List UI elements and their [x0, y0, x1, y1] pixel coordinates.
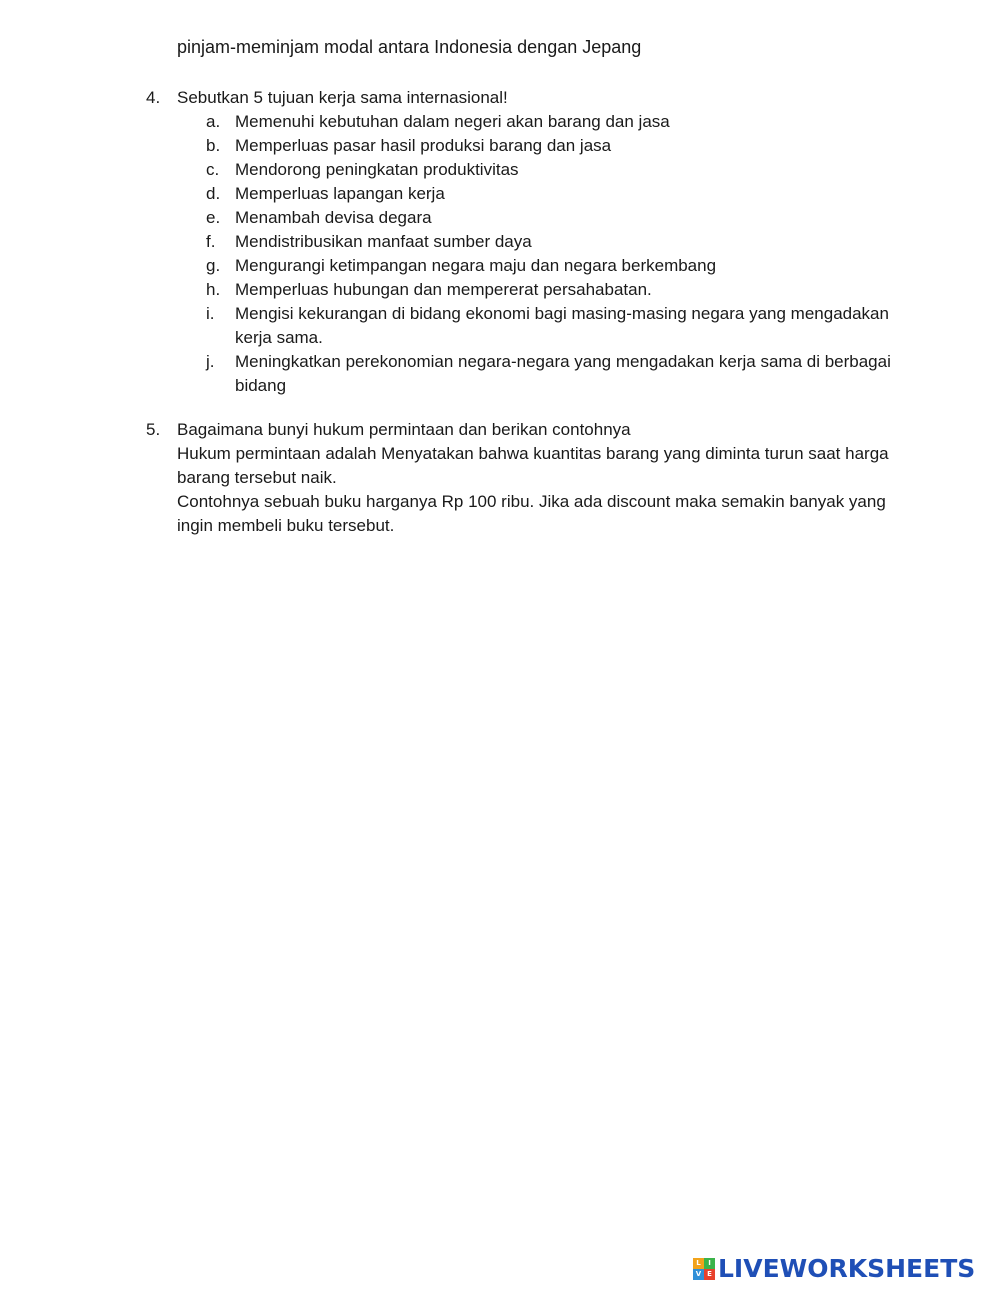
list-item: [146, 158, 906, 182]
list-item-letter: a.: [206, 112, 221, 131]
list-item: [146, 110, 906, 134]
list-item: [146, 230, 906, 254]
logo-icon-tile: I: [704, 1258, 715, 1269]
list-item-letter: f.: [206, 232, 216, 251]
list-item-letter: j.: [206, 352, 215, 371]
question-5: [146, 418, 906, 538]
list-item: [146, 182, 906, 206]
list-item-letter: c.: [206, 160, 220, 179]
logo-icon-tile: L: [693, 1258, 704, 1269]
list-item-text: Memenuhi kebutuhan dalam negeri akan barang dan jasa: [235, 112, 670, 131]
list-item-text: Menambah devisa degara: [235, 208, 432, 227]
list-item: [146, 302, 906, 350]
list-item: [146, 134, 906, 158]
answer-example: Contohnya sebuah buku harganya Rp 100 ribu. Jika ada discount maka semakin banyak yang ingin membeli buku tersebut.: [177, 492, 886, 535]
liveworksheets-logo-icon: [693, 1258, 715, 1280]
list-item-text: Memperluas lapangan kerja: [235, 184, 445, 203]
question-5-prompt: [146, 418, 906, 442]
list-item-text: Mengisi kekurangan di bidang ekonomi bagi masing-masing negara yang mengadakan kerja sama.: [235, 304, 889, 347]
list-item: [146, 278, 906, 302]
question-number: 4.: [146, 88, 161, 107]
question-text: Bagaimana bunyi hukum permintaan dan berikan contohnya: [177, 420, 631, 439]
question-text: Sebutkan 5 tujuan kerja sama internasional!: [177, 88, 508, 107]
question-4: [146, 86, 906, 398]
list-item-text: Memperluas pasar hasil produksi barang dan jasa: [235, 136, 612, 155]
logo-wordmark: LIVEWORKSHEETS: [718, 1254, 976, 1283]
answer-list: [146, 110, 906, 398]
list-item-text: Meningkatkan perekonomian negara-negara yang mengadakan kerja sama di berbagai bidang: [235, 352, 891, 395]
list-item: [146, 254, 906, 278]
list-item: [146, 206, 906, 230]
list-item-text: Mendistribusikan manfaat sumber daya: [235, 232, 532, 251]
list-item-letter: b.: [206, 136, 221, 155]
list-item-letter: d.: [206, 184, 221, 203]
logo-icon-tile: V: [693, 1269, 704, 1280]
question-4-prompt: [146, 86, 906, 110]
list-item-letter: h.: [206, 280, 221, 299]
list-item: [146, 350, 906, 398]
logo-icon-tile: E: [704, 1269, 715, 1280]
list-item-text: Mendorong peningkatan produktivitas: [235, 160, 519, 179]
list-item-letter: e.: [206, 208, 221, 227]
previous-answer-continuation: pinjam-meminjam modal antara Indonesia dengan Jepang: [177, 37, 642, 57]
question-number: 5.: [146, 420, 161, 439]
liveworksheets-logo: [693, 1254, 975, 1284]
list-item-text: Memperluas hubungan dan mempererat persahabatan.: [235, 280, 652, 299]
list-item-letter: i.: [206, 304, 215, 323]
list-item-letter: g.: [206, 256, 221, 275]
list-item-text: Mengurangi ketimpangan negara maju dan negara berkembang: [235, 256, 717, 275]
answer-definition: Hukum permintaan adalah Menyatakan bahwa kuantitas barang yang diminta turun saat harga barang tersebut naik.: [177, 444, 889, 487]
